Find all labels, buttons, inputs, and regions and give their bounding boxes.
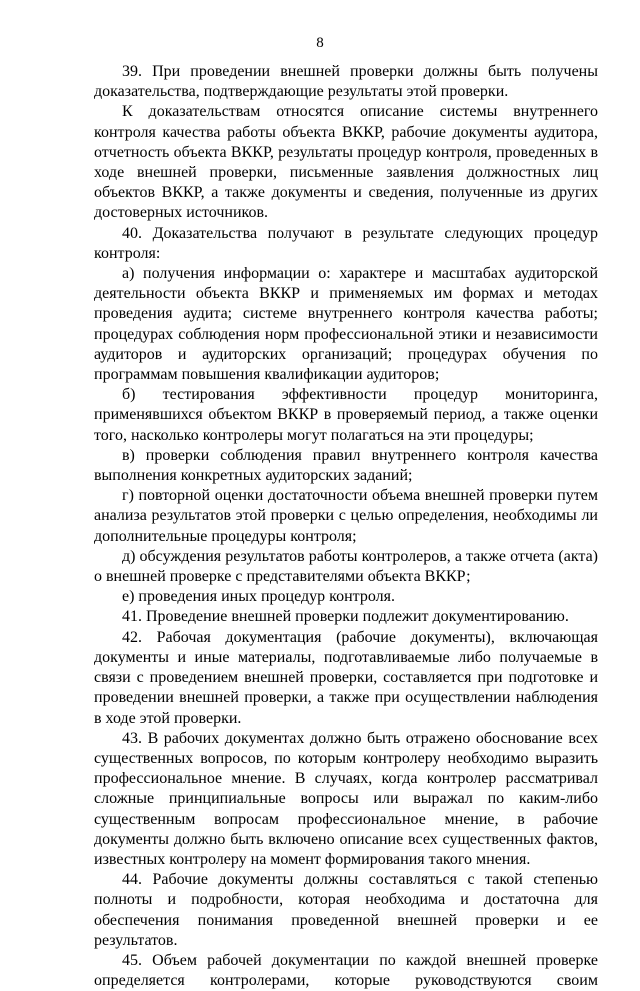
paragraph-40-b: б) тестирования эффективности процедур мониторинга, применявшихся объектом ВККР в проверяемый период, а также оценки того, насколько контролеры могут полагаться на эти процедуры; [94,386,598,444]
page-number: 8 [316,35,324,51]
paragraph-42: 42. Рабочая документация (рабочие документы), включающая документы и иные материалы, подготавливаемые либо получаемые в связи с проведением внешней проверки, составляется при подготовке и проведении внешней проверки, а также при осуществлении наблюдения в ходе этой проверки. [94,628,598,727]
paragraph-45: 45. Объем рабочей документации по каждой внешней проверке определяется контролерами, которые руководствуются своим [94,951,598,990]
paragraph-40: 40. Доказательства получают в результате следующих процедур контроля: [94,224,598,262]
document-body [94,62,598,991]
paragraph-40-a: а) получения информации о: характере и масштабах аудиторской деятельности объекта ВККР и применяемых им формах и методах проведения аудита; системе внутреннего контроля качества работы; процедурах соблюдения норм профессиональной этики и независимости аудиторов и аудиторских организаций; процедурах обучения по программам повышения квалификации аудиторов; [94,265,598,384]
paragraph-40-g: г) повторной оценки достаточности объема внешней проверки путем анализа результатов этой проверки с целью определения, необходимы ли дополнительные процедуры контроля; [94,487,598,545]
paragraph-39: 39. При проведении внешней проверки должны быть получены доказательства, подтверждающие результаты этой проверки. [94,63,598,101]
paragraph-40-v: в) проверки соблюдения правил внутреннего контроля качества выполнения конкретных аудиторских заданий; [94,446,598,485]
paragraph-43: 43. В рабочих документах должно быть отражено обоснование всех существенных вопросов, по которым контролеру необходимо выразить профессиональное мнение. В случаях, когда контролер рассматривал сложные принципиальные вопросы или выражал по каким-либо существенным вопросам профессиональное мнение, в рабочие документы должно быть включено описание всех существенных фактов, известных контролеру на момент формирования такого мнения. [94,729,598,868]
paragraph-41: 41. Проведение внешней проверки подлежит документированию. [122,608,569,626]
paragraph-40-d: д) обсуждения результатов работы контролеров, а также отчета (акта) о внешней проверке с представителями объекта ВККР; [94,547,598,586]
paragraph-evidence-types: К доказательствам относятся описание системы внутреннего контроля качества работы объекта ВККР, рабочие документы аудитора, отчетность объекта ВККР, результаты процедур контроля, проведенных в ходе внешней проверки, письменные заявления должностных лиц объектов ВККР, а также документы и сведения, полученные из других достоверных источников. [94,103,598,222]
paragraph-44: 44. Рабочие документы должны составляться с такой степенью полноты и подробности, которая необходима и достаточна для обеспечения понимания проведенной внешней проверки и ее результатов. [94,871,598,949]
paragraph-40-e: е) проведения иных процедур контроля. [122,588,395,606]
